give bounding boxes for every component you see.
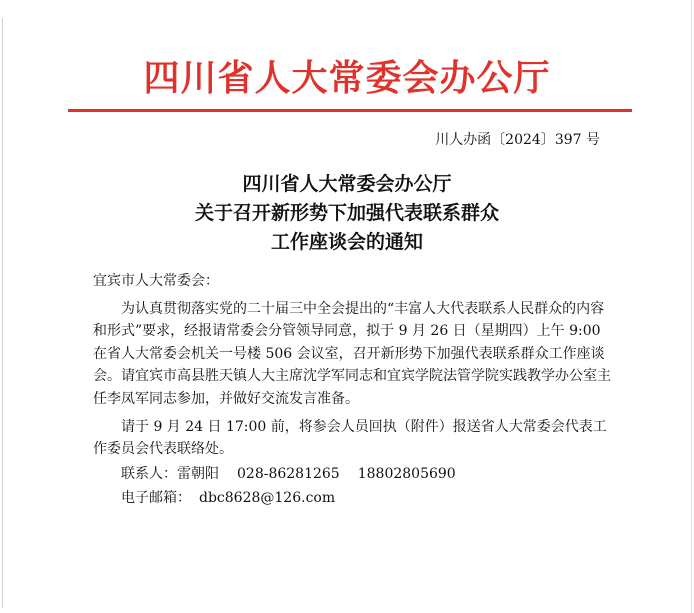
title-line-2: 关于召开新形势下加强代表联系群众 bbox=[194, 202, 499, 224]
letterhead-title: 四川省人大常委会办公厅 bbox=[143, 57, 551, 99]
contact-email-line bbox=[93, 487, 613, 510]
contact-person-label: 联系人： bbox=[121, 465, 177, 482]
contact-phone-2: 18802805690 bbox=[357, 465, 456, 482]
contact-phone-1: 028-86281265 bbox=[237, 465, 340, 482]
contact-email: dbc8628@126.com bbox=[199, 490, 336, 507]
letterhead-red-rule bbox=[68, 109, 632, 112]
title-line-1: 四川省人大常委会办公厅 bbox=[242, 173, 452, 195]
notice-body bbox=[93, 270, 613, 510]
contact-person-line bbox=[93, 463, 613, 486]
contact-person-name: 雷朝阳 bbox=[177, 465, 219, 482]
notice-title bbox=[0, 170, 694, 257]
scan-edge-left bbox=[2, 18, 3, 608]
body-paragraph-2: 请于 9 月 24 日 17:00 前，将参会人员回执（附件）报送省人大常委会代表工作委员会代表联络处。 bbox=[93, 418, 607, 458]
document-number: 川人办函〔2024〕397 号 bbox=[435, 132, 600, 148]
body-paragraph-1: 为认真贯彻落实党的二十届三中全会提出的“丰富人大代表联系人民群众的内容和形式”要求，经报请常委会分管领导同意，拟于 9 月 26 日（星期四）上午 9:00 在省人大常委会机关一号楼 506 会议室，召开新形势下加强代表联系群众工作座谈会。请宜宾市高县胜天镇人大主席沈学军同志和宜宾学院法管学院实践教学办公室主任李凤军同志参加，并做好交流发言准备。 bbox=[93, 300, 611, 407]
contact-email-label: 电子邮箱： bbox=[121, 490, 191, 507]
salutation: 宜宾市人大常委会： bbox=[93, 273, 219, 289]
title-line-3: 工作座谈会的通知 bbox=[270, 231, 423, 253]
